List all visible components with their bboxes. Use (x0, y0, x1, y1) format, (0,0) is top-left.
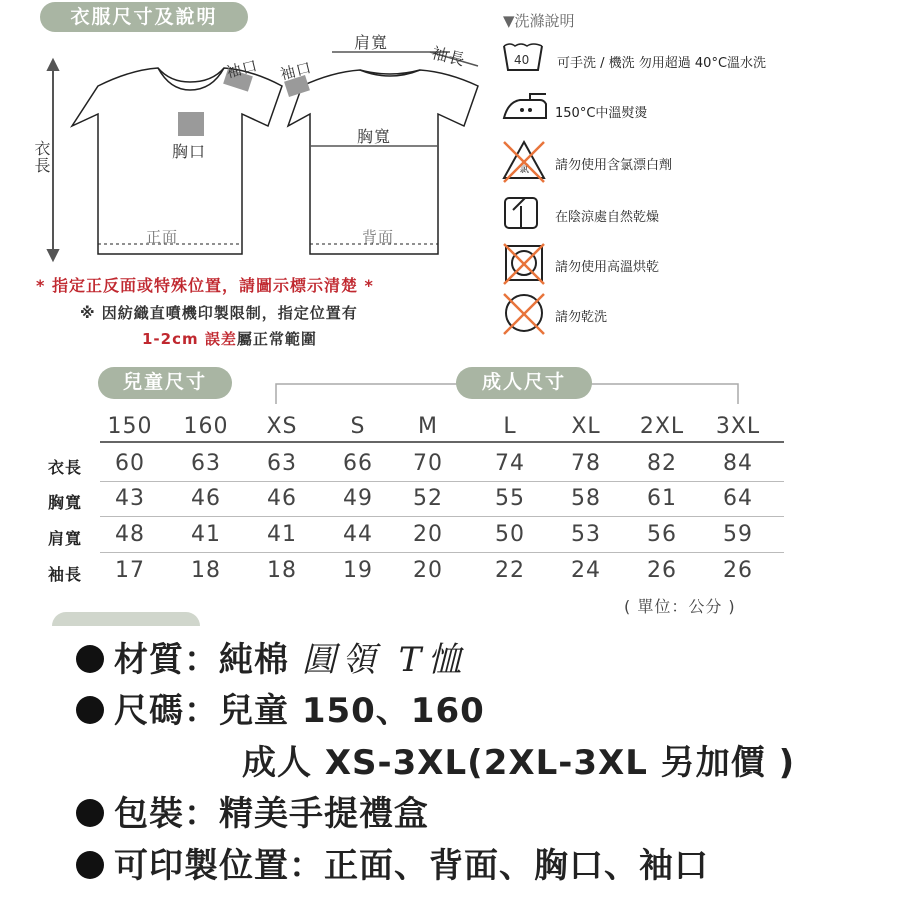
size-header: 3XL (715, 414, 761, 439)
info-material-label: 材質： (114, 640, 219, 680)
care-title: ▼洗滌說明 (503, 12, 575, 30)
info-size-adult: 成人 XS-3XL(2XL-3XL 另加價 ) (242, 743, 796, 783)
info-size-kids: 兒童 150、160 (219, 691, 485, 731)
chest-pocket-label: 胸口 (172, 142, 207, 161)
iron-icon (500, 90, 550, 124)
bullet-icon (76, 696, 104, 724)
info-material (76, 632, 467, 681)
info-package-label: 包裝： (114, 794, 219, 834)
info-material-handwritten: 圓領 T恤 (301, 640, 468, 680)
care-text-no-bleach: 請勿使用含氯漂白劑 (555, 158, 673, 173)
note-tolerance (142, 328, 317, 349)
shade-dry-icon (503, 196, 541, 230)
table-cell: 22 (495, 558, 525, 583)
table-cell: 17 (115, 558, 145, 583)
row-rule (100, 516, 784, 517)
row-label: 胸寬 (48, 493, 83, 512)
table-cell: 20 (413, 558, 443, 583)
bullet-icon (76, 645, 104, 673)
table-cell: 41 (267, 522, 297, 547)
table-cell: 58 (571, 486, 601, 511)
size-header: XL (571, 414, 601, 439)
table-cell: 50 (495, 522, 525, 547)
info-size (76, 683, 485, 732)
no-tumble-dry-icon (500, 240, 548, 286)
row-rule (100, 481, 784, 482)
note-tolerance-rest: 屬正常範圍 (236, 330, 317, 348)
unit-label: ( 單位：公分 ) (624, 597, 736, 616)
row-label: 肩寬 (48, 529, 83, 548)
table-cell: 26 (723, 558, 753, 583)
table-cell: 44 (343, 522, 373, 547)
kids-size-pill: 兒童尺寸 (98, 367, 232, 399)
table-cell: 18 (267, 558, 297, 583)
info-print-positions (76, 838, 709, 887)
table-cell: 60 (115, 451, 145, 476)
size-header: L (503, 414, 517, 439)
table-cell: 41 (191, 522, 221, 547)
table-cell: 74 (495, 451, 525, 476)
table-cell: 84 (723, 451, 753, 476)
table-cell: 52 (413, 486, 443, 511)
info-print-label: 可印製位置： (114, 846, 324, 886)
table-cell: 55 (495, 486, 525, 511)
bullet-icon (76, 799, 104, 827)
table-cell: 26 (647, 558, 677, 583)
table-cell: 53 (571, 522, 601, 547)
wash-temp-label: 40 (514, 53, 530, 67)
table-cell: 46 (267, 486, 297, 511)
row-label: 衣長 (48, 458, 83, 477)
table-cell: 48 (115, 522, 145, 547)
no-bleach-icon (500, 138, 548, 184)
note-specify-position: * 指定正反面或特殊位置，請圖示標示清楚 * (36, 276, 374, 295)
table-header-rule (100, 441, 784, 443)
size-header: M (418, 414, 438, 439)
sleeve-length-label: 袖長 (429, 43, 468, 70)
back-label: 背面 (362, 228, 395, 246)
svg-text:氯: 氯 (519, 164, 529, 175)
table-cell: 43 (115, 486, 145, 511)
cuff-label-front: 袖口 (224, 56, 260, 82)
table-cell: 46 (191, 486, 221, 511)
section-title-clothing: 衣服尺寸及說明 (40, 2, 248, 32)
table-cell: 24 (571, 558, 601, 583)
table-cell: 59 (723, 522, 753, 547)
row-rule (100, 552, 784, 553)
table-cell: 49 (343, 486, 373, 511)
info-print-value: 正面、背面、胸口、袖口 (324, 846, 709, 886)
info-package (76, 786, 429, 835)
table-cell: 63 (191, 451, 221, 476)
shoulder-label: 肩寬 (354, 33, 389, 52)
table-cell: 70 (413, 451, 443, 476)
info-material-value: 純棉 (219, 640, 289, 680)
no-dry-clean-icon (500, 290, 548, 336)
care-text-iron: 150°C中溫熨燙 (555, 106, 648, 121)
care-text-shade-dry: 在陰涼處自然乾燥 (555, 210, 660, 225)
table-cell: 82 (647, 451, 677, 476)
row-label: 袖長 (48, 565, 83, 584)
info-size-label: 尺碼： (114, 691, 219, 731)
chest-print-area (178, 112, 204, 136)
table-cell: 18 (191, 558, 221, 583)
table-cell: 78 (571, 451, 601, 476)
table-cell: 63 (267, 451, 297, 476)
table-cell: 56 (647, 522, 677, 547)
bullet-icon (76, 851, 104, 879)
cuff-label-back: 袖口 (278, 58, 314, 84)
front-label: 正面 (146, 228, 179, 246)
care-text-no-tumble-dry: 請勿使用高溫烘乾 (555, 260, 660, 275)
care-text-wash: 可手洗 / 機洗 勿用超過 40°C溫水洗 (557, 56, 767, 71)
care-text-no-dry-clean: 請勿乾洗 (555, 310, 608, 325)
size-header: 150 (107, 414, 153, 439)
info-package-value: 精美手提禮盒 (219, 794, 429, 834)
decorative-pill-edge (52, 612, 200, 626)
table-cell: 61 (647, 486, 677, 511)
note-tolerance-red: 1-2cm 誤差 (142, 330, 237, 348)
body-length-label: 衣長 (32, 140, 51, 174)
table-cell: 66 (343, 451, 373, 476)
size-header: XS (266, 414, 298, 439)
table-cell: 19 (343, 558, 373, 583)
size-header: 160 (183, 414, 229, 439)
note-print-limit: ※ 因紡織直噴機印製限制，指定位置有 (80, 304, 358, 322)
size-header: S (350, 414, 366, 439)
table-cell: 20 (413, 522, 443, 547)
size-header: 2XL (639, 414, 685, 439)
adult-size-pill: 成人尺寸 (456, 367, 592, 399)
table-cell: 64 (723, 486, 753, 511)
chest-width-label: 胸寬 (357, 127, 392, 146)
